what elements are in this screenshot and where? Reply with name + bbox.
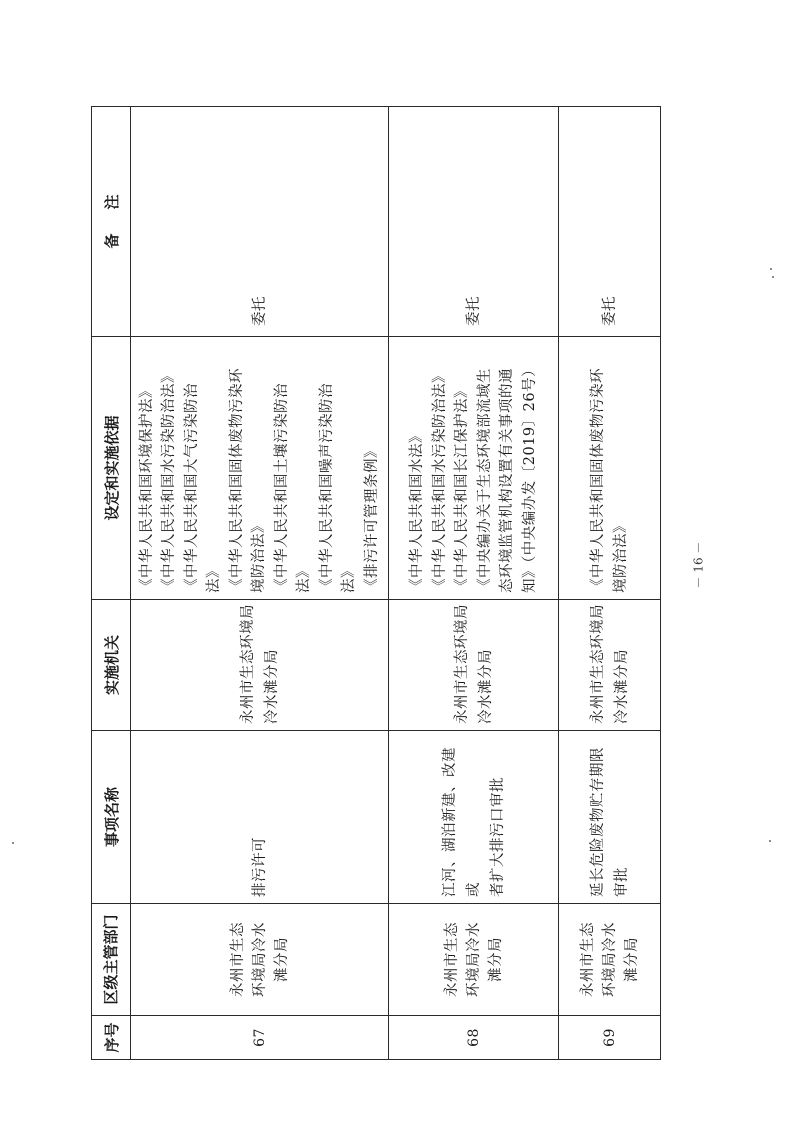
header-row xyxy=(92,107,131,1060)
org-line: 永州市生态环境局 xyxy=(589,604,606,724)
org-line: 冷水滩分局 xyxy=(613,649,630,724)
row-implementing-org xyxy=(131,600,389,731)
row-seq: 69 xyxy=(559,1016,661,1060)
item-line: 审批 xyxy=(613,867,630,897)
header-notes: 备注 xyxy=(92,107,131,337)
basis-line: 法》 xyxy=(296,563,313,593)
row-legal-basis xyxy=(559,337,661,600)
basis-line: 《中华人民共和国水污染防治法》 xyxy=(431,368,448,593)
basis-line: 知》（中央编办发〔2019〕26号） xyxy=(521,361,538,593)
basis-line: 《中华人民共和国水法》 xyxy=(409,428,425,593)
header-item-name: 事项名称 xyxy=(92,731,131,904)
basis-line: 境防治法》 xyxy=(612,518,629,593)
row-note: 委托 xyxy=(389,107,559,337)
row-seq: 67 xyxy=(131,1016,389,1060)
item-line: 者扩大排污口审批 xyxy=(489,777,506,897)
row-legal-basis xyxy=(131,337,389,600)
scan-speck xyxy=(769,840,771,842)
header-seq: 序号 xyxy=(92,1016,131,1060)
row-item-name xyxy=(559,731,661,904)
basis-line: 《中华人民共和国环境保护法》 xyxy=(138,383,155,593)
basis-line: 法》 xyxy=(341,563,358,593)
document-sheet xyxy=(91,107,659,1060)
dept-line: 环境局冷水 xyxy=(465,922,482,997)
row-dept xyxy=(559,904,661,1016)
org-line: 冷水滩分局 xyxy=(263,649,280,724)
basis-line: 《中央编办关于生态环境部流域生 xyxy=(476,368,493,593)
row-implementing-org xyxy=(559,600,661,731)
org-line: 永州市生态环境局 xyxy=(453,604,470,724)
row-item-name xyxy=(389,731,559,904)
basis-line: 《中华人民共和国固体废物污染环 xyxy=(590,368,606,593)
header-dept: 区级主管部门 xyxy=(92,904,131,1016)
page-number-text: － 16 － xyxy=(691,541,706,589)
dept-line: 永州市生态 xyxy=(229,922,246,997)
item-line: 江河、湖泊新建、改建或 xyxy=(441,747,482,897)
dept-line: 环境局冷水 xyxy=(601,922,618,997)
org-line: 冷水滩分局 xyxy=(477,649,494,724)
dept-line: 环境局冷水 xyxy=(251,922,268,997)
item-line: 排污许可 xyxy=(251,837,268,897)
table-row xyxy=(131,107,389,1060)
header-implementing-org: 实施机关 xyxy=(92,600,131,731)
row-seq: 68 xyxy=(389,1016,559,1060)
administrative-items-table xyxy=(91,106,661,1060)
basis-line: 《中华人民共和国长江保护法》 xyxy=(454,383,470,593)
basis-line: 《中华人民共和国大气污染防治 xyxy=(183,383,200,593)
row-dept xyxy=(389,904,559,1016)
dept-line: 永州市生态 xyxy=(579,922,596,997)
rotated-table-frame xyxy=(91,107,659,1060)
scan-speck xyxy=(12,842,14,844)
basis-line: 《中华人民共和国水污染防治法》 xyxy=(161,368,178,593)
basis-line: 《排污许可管理条例》 xyxy=(363,443,380,593)
basis-line: 《中华人民共和国噪声污染防治 xyxy=(318,383,335,593)
dept-line: 滩分局 xyxy=(623,937,640,982)
basis-line: 《中华人民共和国固体废物污染环 xyxy=(228,368,245,593)
table-row xyxy=(389,107,559,1060)
basis-line: 《中华人民共和国土壤污染防治 xyxy=(273,383,290,593)
header-legal-basis: 设定和实施依据 xyxy=(92,337,131,600)
basis-line: 法》 xyxy=(206,563,223,593)
dept-line: 滩分局 xyxy=(487,937,504,982)
scan-speck xyxy=(772,276,774,278)
row-dept xyxy=(131,904,389,1016)
table-row xyxy=(559,107,661,1060)
row-note: 委托 xyxy=(559,107,661,337)
item-line: 延长危险废物贮存期限 xyxy=(589,747,606,897)
row-implementing-org xyxy=(389,600,559,731)
basis-line: 境防治法》 xyxy=(251,518,268,593)
dept-line: 滩分局 xyxy=(273,937,290,982)
org-line: 永州市生态环境局 xyxy=(239,604,256,724)
dept-line: 永州市生态 xyxy=(443,922,460,997)
scan-speck xyxy=(770,268,772,270)
row-item-name xyxy=(131,731,389,904)
basis-line: 态环境监管机构设置有关事项的通 xyxy=(499,368,515,593)
page-number xyxy=(688,541,708,589)
row-legal-basis xyxy=(389,337,559,600)
row-note: 委托 xyxy=(131,107,389,337)
